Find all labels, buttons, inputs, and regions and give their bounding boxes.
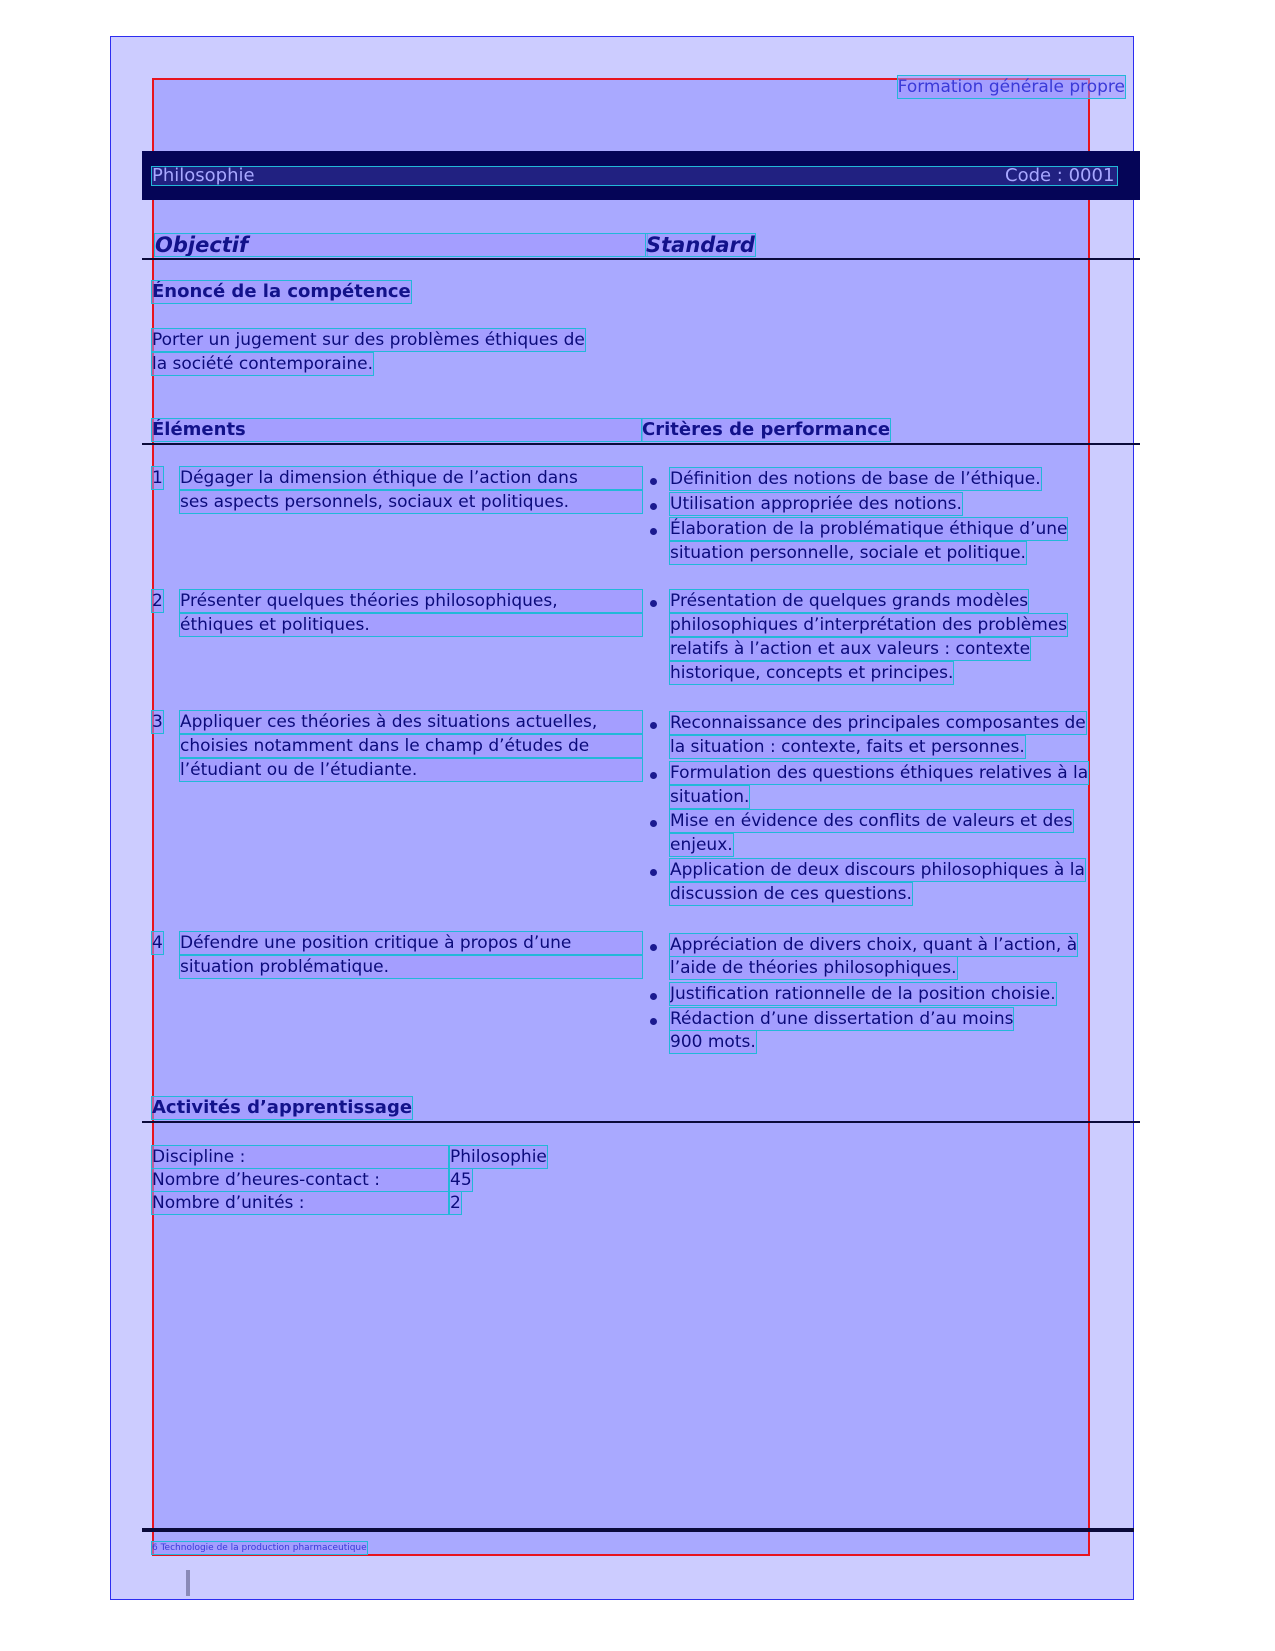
criterion-line: relatifs à l’action et aux valeurs : contexte [670,639,1031,659]
bullet-icon [650,993,657,1000]
competence-line-1: Porter un jugement sur des problèmes éthiques de [152,330,585,350]
element-line: choisies notamment dans le champ d’études de [180,735,642,757]
criterion-line: Présentation de quelques grands modèles [670,591,1029,611]
objective-heading: Objectif [155,234,647,256]
criterion-line: Définition des notions de base de l’éthique. [670,469,1041,489]
discipline-value: Philosophie [450,1147,547,1167]
criterion-line: Élaboration de la problématique éthique d’une [670,519,1068,539]
page-mark [186,1570,190,1596]
course-code: Code : 0001 [1005,165,1115,186]
criterion-line: Appréciation de divers choix, quant à l’action, à [670,935,1078,955]
course-title: Philosophie [152,165,255,186]
bullet-icon [650,503,657,510]
activities-rule [142,1121,1140,1123]
criterion-line: situation. [670,787,750,807]
program-title: Formation générale propre [897,77,1125,97]
element-number: 2 [152,591,163,611]
element-line: Dégager la dimension éthique de l’action dans [180,467,642,489]
bullet-icon [650,869,657,876]
criterion-line: la situation : contexte, faits et personnes. [670,737,1025,757]
heading-rule [142,258,1140,260]
course-title-band-highlight [152,167,1117,185]
competence-line-2: la société contemporaine. [152,354,374,374]
footer-text: 6 Technologie de la production pharmaceutique [152,1543,367,1553]
criterion-line: l’aide de théories philosophiques. [670,958,957,978]
criterion-line: Mise en évidence des conflits de valeurs et des [670,811,1073,831]
bullet-icon [650,528,657,535]
criterion-line: Utilisation appropriée des notions. [670,494,962,514]
criterion-line: 900 mots. [670,1032,756,1052]
element-number: 1 [152,468,163,488]
criterion-line: Rédaction d’une dissertation d’au moins [670,1009,1014,1029]
standard-heading: Standard [646,233,755,257]
activities-heading: Activités d’apprentissage [152,1097,413,1118]
competence-heading: Énoncé de la compétence [152,281,411,302]
element-line: ses aspects personnels, sociaux et politiques. [180,491,642,513]
footer-rule [142,1528,1134,1532]
units-value: 2 [450,1193,461,1213]
hours-label: Nombre d’heures-contact : [152,1169,448,1191]
element-line: Défendre une position critique à propos d’une [180,932,642,954]
bullet-icon [650,820,657,827]
bullet-icon [650,1018,657,1025]
discipline-label: Discipline : [152,1146,448,1168]
criterion-line: Justification rationnelle de la position choisie. [670,984,1056,1004]
criterion-line: Formulation des questions éthiques relatives à la [670,763,1089,783]
element-line: Présenter quelques théories philosophiques, [180,590,642,612]
element-number: 3 [152,712,163,732]
element-number: 4 [152,933,163,953]
units-label: Nombre d’unités : [152,1192,448,1214]
element-line: situation problématique. [180,956,642,978]
bullet-icon [650,944,657,951]
criterion-line: Reconnaissance des principales composantes de [670,713,1086,733]
hours-value: 45 [450,1170,472,1190]
criterion-line: philosophiques d’interprétation des problèmes [670,615,1068,635]
elements-heading: Éléments [152,419,642,441]
criteria-heading: Critères de performance [642,419,891,440]
criterion-line: discussion de ces questions. [670,884,912,904]
element-line: éthiques et politiques. [180,614,642,636]
element-line: Appliquer ces théories à des situations actuelles, [180,711,642,733]
bullet-icon [650,772,657,779]
bullet-icon [650,600,657,607]
bullet-icon [650,722,657,729]
criterion-line: enjeux. [670,835,733,855]
criterion-line: Application de deux discours philosophiques à la [670,860,1085,880]
bullet-icon [650,478,657,485]
criterion-line: historique, concepts et principes. [670,663,954,683]
elements-rule [142,443,1140,445]
element-line: l’étudiant ou de l’étudiante. [180,759,642,781]
criterion-line: situation personnelle, sociale et politique. [670,543,1026,563]
